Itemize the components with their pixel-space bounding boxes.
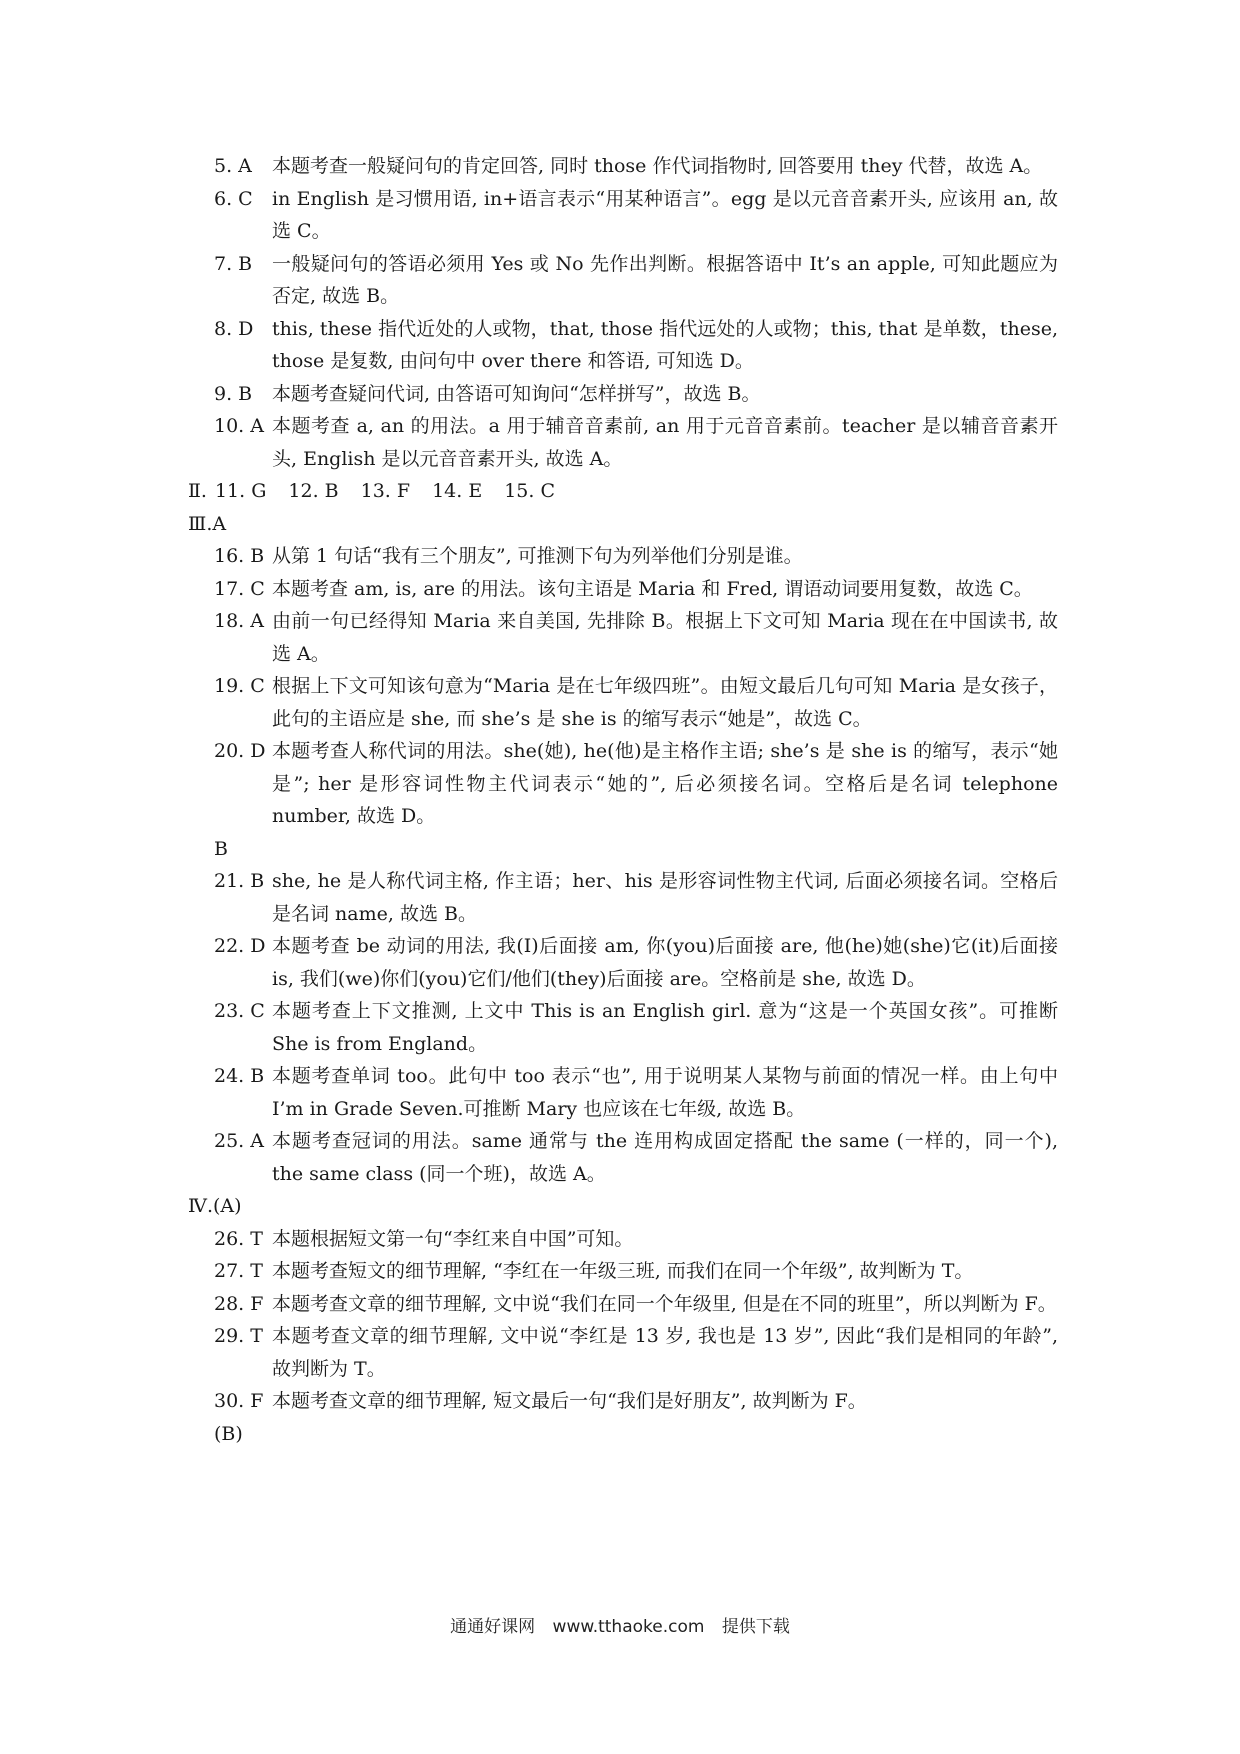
answer-item [188,313,1058,378]
answer-number: 18. A [214,610,264,632]
answer-item [188,150,1058,183]
answer-item [188,865,1058,930]
answer-explanation: 本题考查文章的细节理解, 文中说“我们在同一个年级里, 但是在不同的班里”，所以判断为 F。 [272,1292,1057,1315]
answer-number: 30. F [214,1390,264,1412]
answer-item [188,1385,1058,1418]
answer-item [188,1223,1058,1256]
answer-number: 22. D [214,935,266,957]
answer-number: 8. D [214,317,254,340]
answer-item [188,573,1058,606]
answer-number: 9. B [214,382,253,405]
answer-number: 24. B [214,1065,265,1087]
answer-number: 26. T [214,1227,263,1250]
answer-item [188,1255,1058,1288]
answer-number: 29. T [214,1325,263,1347]
answer-item [188,1320,1058,1385]
answer-explanation: 本题考查文章的细节理解, 短文最后一句“我们是好朋友”, 故判断为 F。 [272,1390,867,1412]
answer-12: 12. B [288,480,339,502]
answer-number: 7. B [214,252,253,275]
answer-explanation: 本题考查冠词的用法。same 通常与 the 连用构成固定搭配 the same (一样的，同一个), the same class (同一个班)，故选 A。 [272,1130,1058,1185]
section-2-label: Ⅱ. [188,480,207,502]
answer-number: 25. A [214,1130,264,1152]
answers-part1 [188,150,1058,475]
answer-item [188,1060,1058,1125]
answer-14: 14. E [432,480,483,502]
answers-section-3a [188,540,1058,833]
section-2-answers [188,475,1058,508]
answer-item [188,410,1058,475]
answer-content [188,150,1058,1450]
answer-item [188,1288,1058,1321]
answer-explanation: 本题考查上下文推测, 上文中 This is an English girl. 意为“这是一个英国女孩”。可推断 She is from England。 [272,1000,1058,1055]
section-4-label: Ⅳ.(A) [188,1195,242,1217]
answer-number: 20. D [214,740,266,762]
answer-number: 28. F [214,1292,264,1315]
answers-section-4a [188,1223,1058,1418]
answer-explanation: 本题考查一般疑问句的肯定回答, 同时 those 作代词指物时, 回答要用 they 代替，故选 A。 [272,155,1043,177]
answer-item [188,248,1058,313]
answer-explanation: 从第 1 句话“我有三个朋友”, 可推测下句为列举他们分别是谁。 [272,545,803,567]
answer-number: 6. C [214,187,253,210]
answer-13: 13. F [360,480,411,502]
answer-explanation: 本题根据短文第一句“李红来自中国”可知。 [272,1227,634,1250]
answer-item [188,995,1058,1060]
answer-explanation: 本题考查文章的细节理解, 文中说“李红是 13 岁, 我也是 13 岁”, 因此“我们是相同的年龄”, 故判断为 T。 [272,1325,1058,1380]
footer-note: 提供下载 [721,1617,790,1637]
answer-number: 21. B [214,870,265,892]
answer-explanation: 本题考查人称代词的用法。she(她), he(他)是主格作主语; she’s 是 she is 的缩写，表示“她是”; her 是形容词性物主代词表示“她的”, 后必须接名词。空格后是名词 telephone number, 故选 D。 [272,740,1058,827]
answer-explanation: this, these 指代近处的人或物，that, those 指代远处的人或物；this, that 是单数，these, those 是复数, 由问句中 over there 和答语, 可知选 D。 [272,317,1058,372]
section-4b-label: (B) [214,1422,243,1445]
answer-number: 17. C [214,577,265,600]
answer-explanation: 本题考查单词 too。此句中 too 表示“也”, 用于说明某人某物与前面的情况一样。由上句中 I’m in Grade Seven.可推断 Mary 也应该在七年级, 故选 B。 [272,1065,1058,1120]
answer-item [188,670,1058,735]
footer-site-name: 通通好课网 [450,1617,536,1637]
answer-item [188,540,1058,573]
answer-item [188,183,1058,248]
answer-item [188,735,1058,833]
section-3b-label: B [214,837,228,860]
answer-item [188,930,1058,995]
answers-section-3b [188,865,1058,1190]
answer-number: 16. B [214,545,265,567]
answer-number: 5. A [214,155,252,177]
answer-explanation: 本题考查 be 动词的用法, 我(I)后面接 am, 你(you)后面接 are, 他(he)她(she)它(it)后面接 is, 我们(we)你们(you)它们/他们(they)后面接 are。空格前是 she, 故选 D。 [272,935,1058,990]
answer-item [188,605,1058,670]
answer-number: 23. C [214,1000,265,1022]
answer-number: 27. T [214,1260,263,1282]
footer-url: www.tthaoke.com [552,1617,705,1637]
answer-number: 19. C [214,675,265,697]
answer-explanation: 本题考查 a, an 的用法。a 用于辅音音素前, an 用于元音音素前。teacher 是以辅音音素开头, English 是以元音音素开头, 故选 A。 [272,415,1058,470]
section-3-label: Ⅲ.A [188,512,227,535]
answer-15: 15. C [504,480,556,502]
answer-explanation: in English 是习惯用语, in+语言表示“用某种语言”。egg 是以元音音素开头, 应该用 an, 故选 C。 [272,187,1058,242]
answer-explanation: 本题考查短文的细节理解, “李红在一年级三班, 而我们在同一个年级”, 故判断为 T。 [272,1260,974,1282]
answer-explanation: 一般疑问句的答语必须用 Yes 或 No 先作出判断。根据答语中 It’s an apple, 可知此题应为否定, 故选 B。 [272,252,1058,307]
answer-number: 10. A [214,415,264,437]
answer-item [188,378,1058,411]
answer-explanation: she, he 是人称代词主格, 作主语；her、his 是形容词性物主代词, 后面必须接名词。空格后是名词 name, 故选 B。 [272,870,1058,925]
answer-explanation: 本题考查疑问代词, 由答语可知询问“怎样拼写”，故选 B。 [272,382,761,405]
answer-11: 11. G [214,480,267,502]
page-footer [0,1612,1240,1637]
answer-item [188,1125,1058,1190]
answer-explanation: 由前一句已经得知 Maria 来自美国, 先排除 B。根据上下文可知 Maria 现在在中国读书, 故选 A。 [272,610,1058,665]
answer-explanation: 本题考查 am, is, are 的用法。该句主语是 Maria 和 Fred, 谓语动词要用复数，故选 C。 [272,577,1033,600]
answer-explanation: 根据上下文可知该句意为“Maria 是在七年级四班”。由短文最后几句可知 Maria 是女孩子，此句的主语应是 she, 而 she’s 是 she is 的缩写表示“她是”，故选 C。 [272,675,1058,730]
